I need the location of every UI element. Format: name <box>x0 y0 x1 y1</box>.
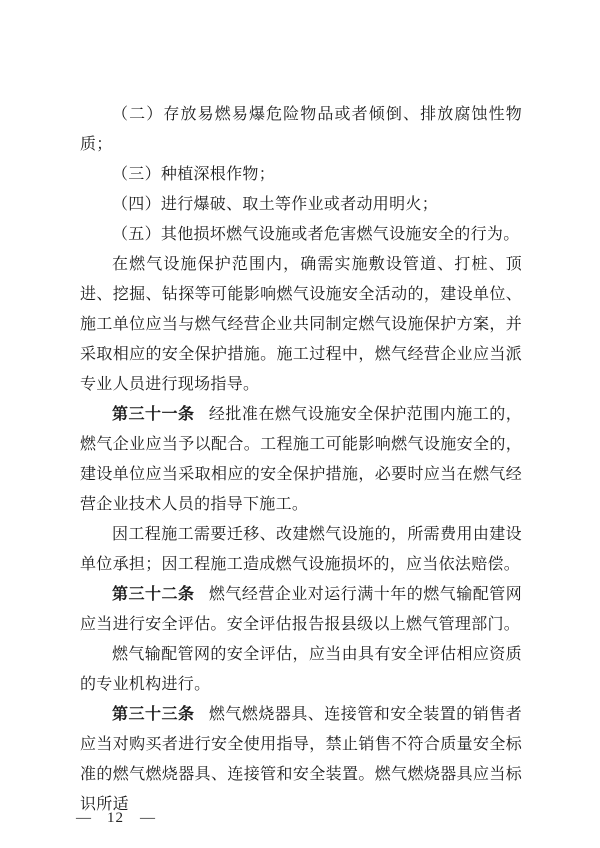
paragraph <box>80 220 522 250</box>
paragraph-text: 燃气燃烧器具、连接管和安全装置的销售者应当对购买者进行安全使用指导，禁止销售不符合质量安全标准的燃气燃烧器具、连接管和安全装置。燃气燃烧器具应当标识所适 <box>80 706 522 813</box>
paragraph-text: （三）种植深根作物； <box>112 166 276 183</box>
paragraph-article-33 <box>80 700 522 820</box>
page-footer <box>76 811 155 826</box>
paragraph <box>80 100 522 160</box>
paragraph-text: （四）进行爆破、取土等作业或者动用明火； <box>112 196 439 213</box>
paragraph-article-32 <box>80 580 522 640</box>
paragraph <box>80 250 522 400</box>
paragraph <box>80 190 522 220</box>
paragraph-text: （五）其他损坏燃气设施或者危害燃气设施安全的行为。 <box>112 226 520 243</box>
article-heading: 第三十二条 <box>112 586 195 603</box>
paragraph-text: 燃气输配管网的安全评估，应当由具有安全评估相应资质的专业机构进行。 <box>80 646 522 693</box>
document-content <box>80 100 522 820</box>
paragraph <box>80 640 522 700</box>
paragraph-article-31 <box>80 400 522 520</box>
paragraph-text: 经批准在燃气设施安全保护范围内施工的，燃气企业应当予以配合。工程施工可能影响燃气设施安全的，建设单位应当采取相应的安全保护措施，必要时应当在燃气经营企业技术人员的指导下施工。 <box>80 406 522 513</box>
footer-page-number: 12 <box>107 810 124 826</box>
article-heading: 第三十三条 <box>112 706 195 723</box>
paragraph-text: 因工程施工需要迁移、改建燃气设施的，所需费用由建设单位承担；因工程施工造成燃气设施损坏的，应当依法赔偿。 <box>80 526 522 573</box>
footer-dash-right: — <box>140 810 155 826</box>
article-heading: 第三十一条 <box>112 406 195 423</box>
paragraph-text: 在燃气设施保护范围内，确需实施敷设管道、打桩、顶进、挖掘、钻探等可能影响燃气设施安全活动的，建设单位、施工单位应当与燃气经营企业共同制定燃气设施保护方案，并采取相应的安全保护措施。施工过程中，燃气经营企业应当派专业人员进行现场指导。 <box>80 256 522 393</box>
footer-dash-left: — <box>76 810 91 826</box>
paragraph <box>80 160 522 190</box>
paragraph-text: （二）存放易燃易爆危险物品或者倾倒、排放腐蚀性物质； <box>80 106 522 153</box>
paragraph <box>80 520 522 580</box>
paragraph-text: 燃气经营企业对运行满十年的燃气输配管网应当进行安全评估。安全评估报告报县级以上燃气管理部门。 <box>80 586 522 633</box>
